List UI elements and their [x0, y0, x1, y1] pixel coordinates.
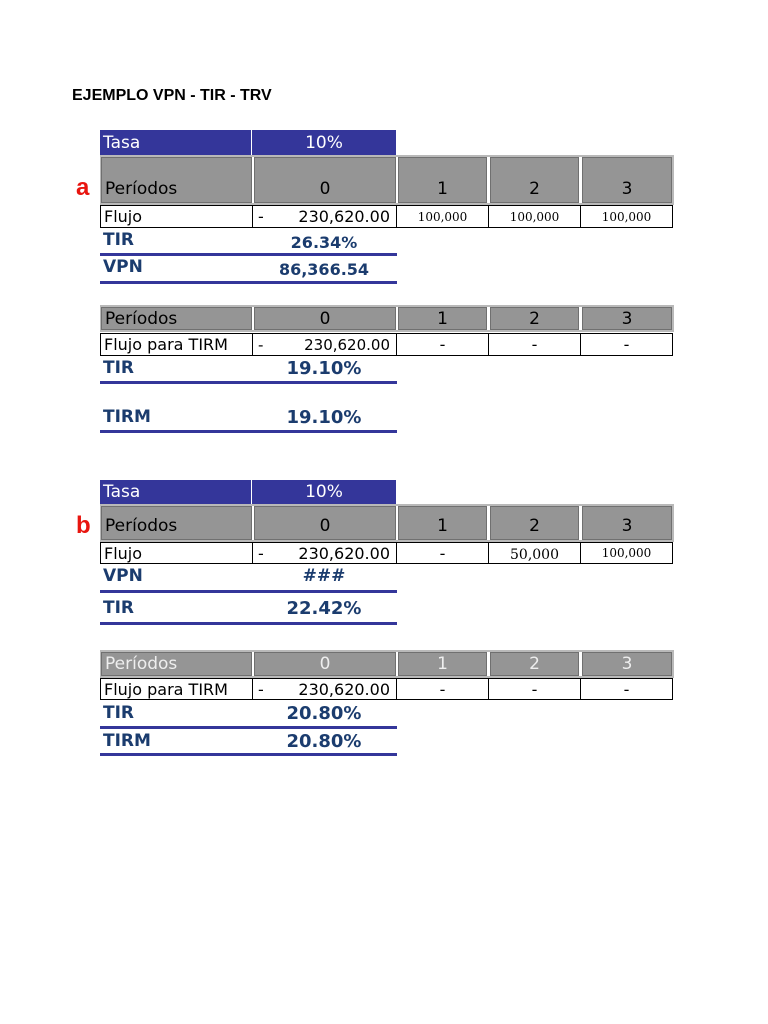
- tir-underline-a2: [100, 381, 397, 384]
- flujo-sign: -: [258, 207, 264, 226]
- period-1-b2: 1: [398, 652, 487, 676]
- tasa-label-b: Tasa: [100, 480, 252, 504]
- vpn-label-b: VPN: [103, 566, 143, 586]
- period-2: 2: [490, 157, 579, 203]
- period-1: 1: [398, 157, 487, 203]
- tirm-value-a2[interactable]: 19.10%: [286, 406, 362, 428]
- periods-label-a2: Períodos: [101, 307, 252, 330]
- section-a-letter: a: [76, 174, 90, 201]
- tirm-label-a2: TIRM: [103, 407, 151, 427]
- tir-label: TIR: [103, 230, 135, 250]
- periods-label-b2: Períodos: [101, 652, 252, 676]
- flujo-value-0-b: 230,620.00: [298, 543, 390, 563]
- period-0-b2: 0: [254, 652, 396, 676]
- period-2-a2: 2: [490, 307, 579, 330]
- period-0-a2: 0: [254, 307, 396, 330]
- tirm-underline-a2: [100, 430, 397, 433]
- tir-value-b2[interactable]: 20.80%: [286, 702, 362, 724]
- section-b-letter: b: [76, 512, 91, 539]
- period-0: 0: [254, 157, 396, 203]
- period-1-a2: 1: [398, 307, 487, 330]
- tirm-underline-b2: [100, 753, 397, 756]
- flujo-tirm-value-2-a2[interactable]: -: [488, 333, 581, 356]
- period-3-b2: 3: [582, 652, 672, 676]
- vpn-value-b[interactable]: ###: [302, 566, 346, 586]
- flujo-value-2-b[interactable]: 50,000: [488, 542, 581, 564]
- tir-label-b: TIR: [103, 598, 135, 618]
- tir-label-a2: TIR: [103, 358, 135, 378]
- vpn-underline-b: [100, 590, 397, 593]
- periods-label: Períodos: [101, 157, 252, 203]
- flujo-tirm-label-a2: Flujo para TIRM: [100, 333, 253, 356]
- flujo-tirm-sign-b2: -: [258, 679, 264, 699]
- flujo-sign-b: -: [258, 543, 264, 563]
- flujo-value-1-b[interactable]: -: [396, 542, 489, 564]
- tir-underline-b: [100, 622, 397, 625]
- vpn-label: VPN: [103, 257, 143, 277]
- tasa-label: Tasa: [100, 130, 252, 156]
- period-0-b: 0: [254, 506, 396, 540]
- flujo-tirm-value-0-a2: 230,620.00: [304, 335, 390, 354]
- vpn-value[interactable]: 86,366.54: [278, 259, 370, 279]
- tasa-value[interactable]: 10%: [252, 130, 396, 156]
- tir-value-b[interactable]: 22.42%: [286, 597, 362, 619]
- period-2-b2: 2: [490, 652, 579, 676]
- tirm-value-b2[interactable]: 20.80%: [286, 730, 362, 752]
- flujo-value-3-b[interactable]: 100,000: [580, 542, 673, 564]
- period-3-b: 3: [582, 506, 672, 540]
- period-3: 3: [582, 157, 672, 203]
- tir-value-a2[interactable]: 19.10%: [286, 357, 362, 379]
- flujo-tirm-value-3-a2[interactable]: -: [580, 333, 673, 356]
- tir-value[interactable]: 26.34%: [290, 232, 358, 252]
- flujo-tirm-cell-0-b2[interactable]: [252, 678, 397, 700]
- tirm-label-b2: TIRM: [103, 731, 151, 751]
- flujo-tirm-value-3-b2[interactable]: -: [580, 678, 673, 700]
- page-title: EJEMPLO VPN - TIR - TRV: [72, 87, 272, 104]
- flujo-cell-0-b[interactable]: [252, 542, 397, 564]
- flujo-label-b: Flujo: [100, 542, 253, 564]
- flujo-tirm-value-1-a2[interactable]: -: [396, 333, 489, 356]
- flujo-value-3[interactable]: 100,000: [580, 205, 673, 228]
- tir-label-b2: TIR: [103, 703, 135, 723]
- vpn-underline: [100, 281, 397, 284]
- flujo-tirm-value-1-b2[interactable]: -: [396, 678, 489, 700]
- flujo-label: Flujo: [100, 205, 253, 228]
- flujo-tirm-label-b2: Flujo para TIRM: [100, 678, 253, 700]
- flujo-value-1[interactable]: 100,000: [396, 205, 489, 228]
- flujo-tirm-cell-0-a2[interactable]: [252, 333, 397, 356]
- period-2-b: 2: [490, 506, 579, 540]
- tasa-value-b[interactable]: 10%: [252, 480, 396, 504]
- flujo-cell-0[interactable]: [252, 205, 397, 228]
- period-1-b: 1: [398, 506, 487, 540]
- flujo-value-2[interactable]: 100,000: [488, 205, 581, 228]
- flujo-tirm-sign-a2: -: [258, 335, 264, 354]
- period-3-a2: 3: [582, 307, 672, 330]
- flujo-tirm-value-0-b2: 230,620.00: [298, 679, 390, 699]
- periods-label-b: Períodos: [101, 506, 252, 540]
- flujo-value-0: 230,620.00: [298, 207, 390, 226]
- flujo-tirm-value-2-b2[interactable]: -: [488, 678, 581, 700]
